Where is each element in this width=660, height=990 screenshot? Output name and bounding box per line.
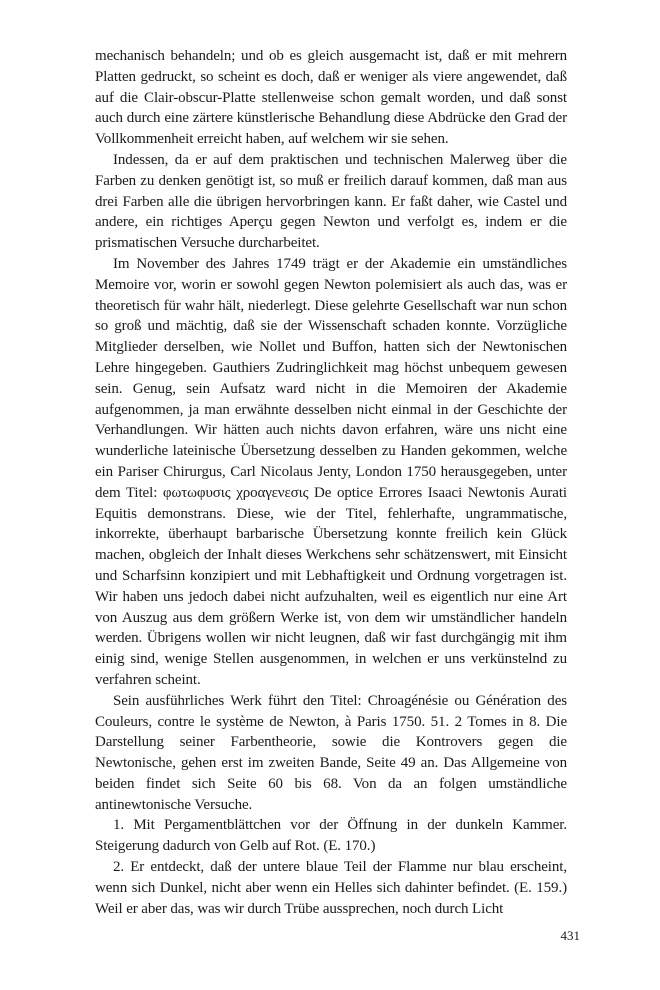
paragraph: Indessen, da er auf dem praktischen und technischen Malerweg über die Farben zu denken genötigt ist, so muß er freilich darauf kommen, daß man aus drei Farben alle die übrigen hervorbringen kann. Er faßt daher, wie Castel und andere, ein richtiges Aperçu gegen Newton und verfolgt es, indem er die prismatischen Versuche durcharbeitet. xyxy=(95,151,567,252)
paragraph: Sein ausführliches Werk führt den Titel: Chroagénésie ou Génération des Couleurs, contre le système de Newton, à Paris 1750. 51. 2 Tomes in 8. Die Darstellung seiner Farbentheorie, sowie die Kontrovers gegen die Newtonische, gehen erst im zweiten Bande, Seite 49 an. Das Allgemeine von beiden findet sich Seite 60 bis 68. Von da an folgen umständliche antinewtonische Versuche. xyxy=(95,692,567,813)
text-block xyxy=(95,46,567,919)
paragraph: 2. Er entdeckt, daß der untere blaue Teil der Flamme nur blau erscheint, wenn sich Dunkel, nicht aber wenn ein Helles sich dahinter befindet. (E. 159.) Weil er aber das, was wir durch Trübe aussprechen, noch durch Licht xyxy=(95,859,567,917)
paragraph: 1. Mit Pergamentblättchen vor der Öffnung in der dunkeln Kammer. Steigerung dadurch von Gelb auf Rot. (E. 170.) xyxy=(95,817,567,855)
paragraph: mechanisch behandeln; und ob es gleich ausgemacht ist, daß er mit mehrern Platten gedruckt, so scheint es doch, daß er weniger als viere angewendet, daß auf die Clair-obscur-Platte stellenweise schon gemalt worden, und daß sonst auch durch eine zärtere künstlerische Behandlung diese Abdrücke den Grad der Vollkommenheit erreicht haben, auf welchem wir sie sehen. xyxy=(95,48,567,148)
paragraph: Im November des Jahres 1749 trägt er der Akademie ein umständliches Memoire vor, worin er sowohl gegen Newton polemisiert als auch das, was er theoretisch für wahr hält, niederlegt. Diese gelehrte Gesellschaft war nun schon so groß und mächtig, daß sie der Wissenschaft schaden konnte. Vorzügliche Mitglieder derselben, wie Nollet und Buffon, hatten sich der Newtonischen Lehre hingegeben. Gauthiers Zudringlichkeit mag höchst unbequem gewesen sein. Genug, sein Aufsatz ward nicht in die Memoiren der Akademie aufgenommen, ja man erwähnte desselben nicht einmal in der Geschichte der Verhandlungen. Wir hätten auch nichts davon erfahren, wäre uns nicht eine wunderliche lateinische Übersetzung desselben zu Handen gekommen, welche ein Pariser Chirurgus, Carl Nicolaus Jenty, London 1750 herausgegeben, unter dem Titel: φωτωφυσις χροαγενεσις De optice Errores Isaaci Newtonis Aurati Equitis demonstrans. Diese, wie der Titel, fehlerhafte, ungrammatische, inkorrekte, überhaupt barbarische Übersetzung konnte freilich kein Glück machen, obgleich der Inhalt dieses Werkchens sehr schätzenswert, mit Einsicht und Scharfsinn konzipiert und mit Lebhaftigkeit und Ordnung vorgetragen ist. Wir haben uns jedoch dabei nicht aufzuhalten, weil es eigentlich nur eine Art von Auszug aus dem größern Werke ist, von dem wir umständlicher handeln werden. Übrigens wollen wir nicht leugnen, daß wir fast durchgängig mit ihm einig sind, wenige Stellen ausgenommen, in welchen er uns verkünstelnd zu verfahren scheint. xyxy=(95,255,567,688)
page-number: 431 xyxy=(560,928,580,943)
